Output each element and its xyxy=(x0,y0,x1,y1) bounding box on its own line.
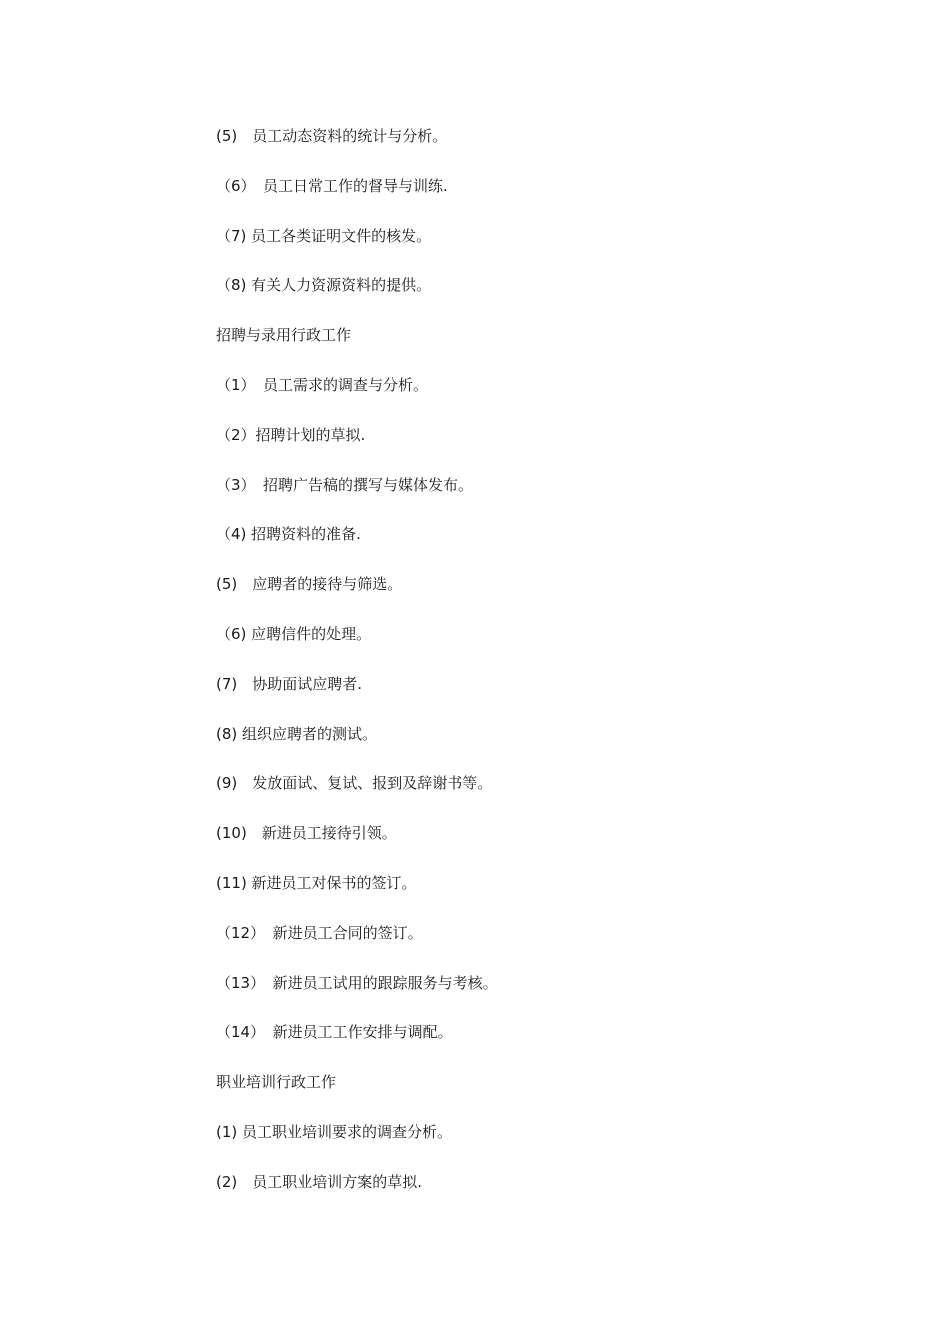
list-item: （7) 员工各类证明文件的核发。 xyxy=(216,226,432,245)
list-item: (5) 员工动态资料的统计与分析。 xyxy=(216,127,448,145)
section-heading: 职业培训行政工作 xyxy=(216,1073,337,1092)
list-item: （12） 新进员工合同的签订。 xyxy=(216,923,423,942)
list-item: (2) 员工职业培训方案的草拟. xyxy=(216,1172,423,1191)
list-item: (11) 新进员工对保书的签订。 xyxy=(216,873,417,892)
list-item: (7) 协助面试应聘者. xyxy=(216,674,363,693)
list-item: （14） 新进员工工作安排与调配。 xyxy=(216,1023,453,1042)
section-heading: 招聘与录用行政工作 xyxy=(216,326,352,345)
list-item: （4) 招聘资料的准备. xyxy=(216,525,361,544)
list-item: （6) 应聘信件的处理。 xyxy=(216,624,372,643)
list-item: （3） 招聘广告稿的撰写与媒体发布。 xyxy=(216,475,474,494)
list-item: （1） 员工需求的调查与分析。 xyxy=(216,375,429,394)
list-item: (1) 员工职业培训要求的调查分析。 xyxy=(216,1122,453,1141)
list-item: （8) 有关人力资源资料的提供。 xyxy=(216,276,432,295)
list-item: (5) 应聘者的接待与筛选。 xyxy=(216,575,403,594)
list-item: （13） 新进员工试用的跟踪服务与考核。 xyxy=(216,973,498,992)
list-item: （6） 员工日常工作的督导与训练. xyxy=(216,176,448,195)
list-item: (10) 新进员工接待引领。 xyxy=(216,824,397,843)
list-item: (8) 组织应聘者的测试。 xyxy=(216,724,378,743)
list-item: (9) 发放面试、复试、报到及辞谢书等。 xyxy=(216,774,493,793)
document-body xyxy=(216,124,816,1220)
list-item: （2）招聘计划的草拟. xyxy=(216,425,366,444)
